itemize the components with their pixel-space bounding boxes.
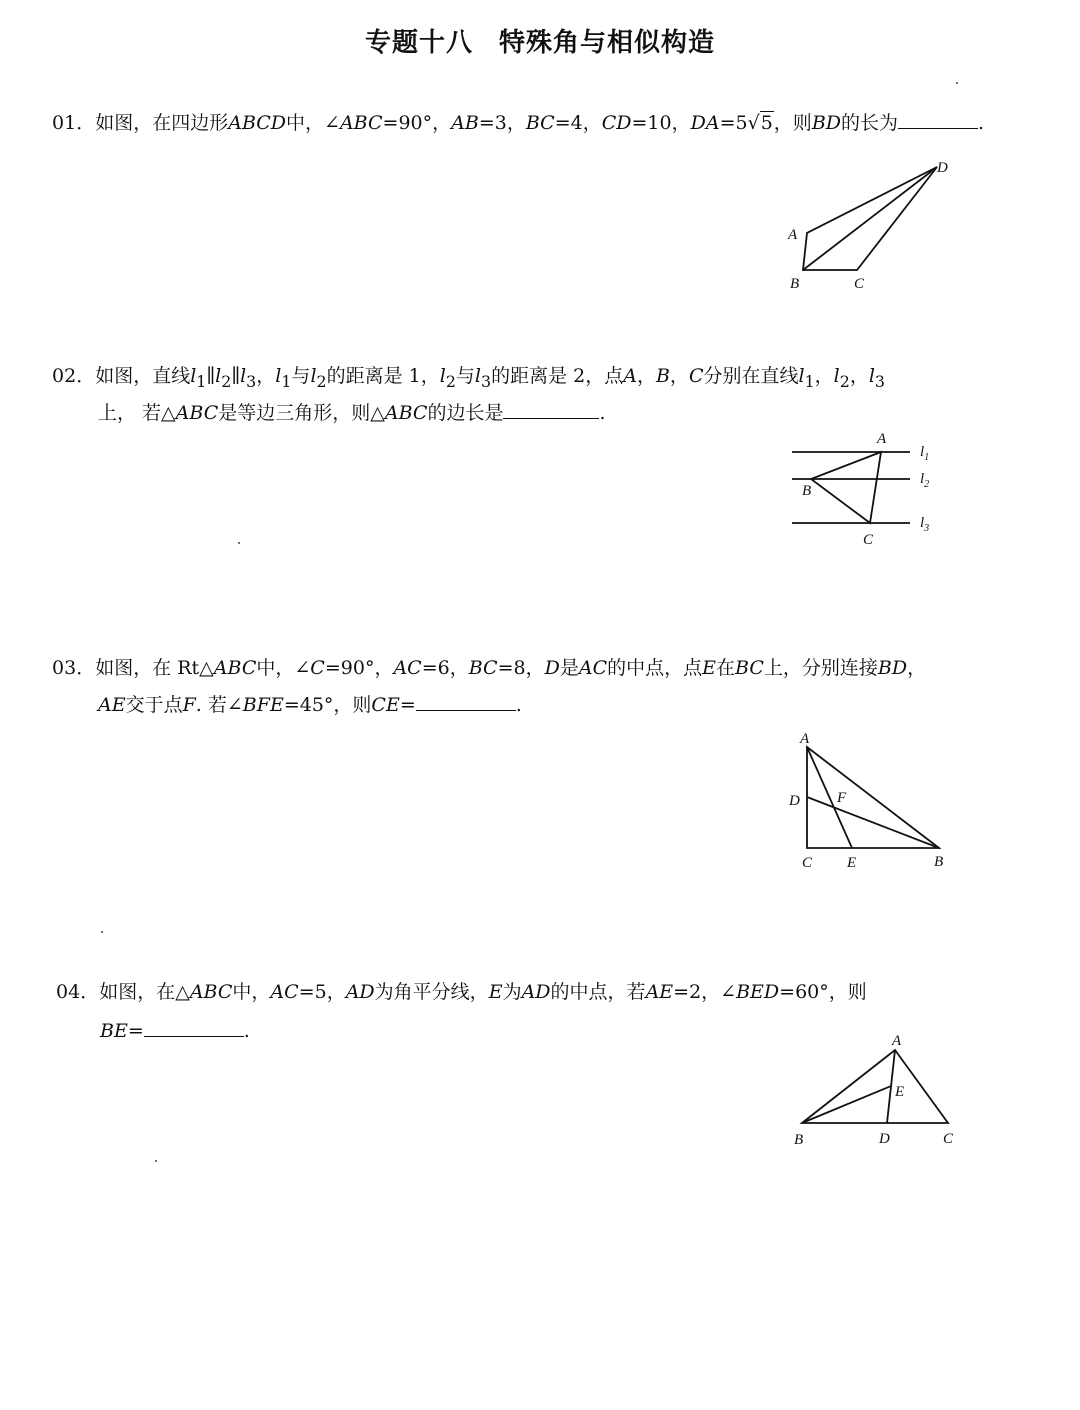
scan-speck: [956, 82, 958, 84]
question-number: 02: [52, 365, 77, 387]
label-b: B: [802, 483, 812, 499]
label-f: F: [837, 790, 847, 806]
label-d: D: [789, 793, 800, 809]
label-c: C: [943, 1131, 954, 1147]
question-03-text-line1: 03．如图，在 Rt△ABC中，∠C=90°，AC=6，BC=8，D是AC的中点，点E在BC上，分别连接BD，: [52, 657, 927, 679]
figure-quadrilateral: [780, 150, 960, 300]
question-number: 01: [52, 112, 77, 134]
label-c: C: [863, 532, 874, 548]
answer-blank: [144, 1018, 244, 1037]
question-03-text-line2: AE交于点F. 若∠BFE=45°，则CE= .: [98, 694, 522, 716]
question-04-text-line2: BE= .: [100, 1020, 250, 1042]
triangle-abc: [807, 747, 939, 848]
label-b: B: [934, 854, 944, 870]
figure-parallel-lines: [780, 425, 960, 555]
question-01-text: 01．如图，在四边形ABCD中，∠ABC=90°，AB=3，BC=4，CD=10，DA=5√5，则BD的长为 .: [52, 112, 985, 134]
label-c: C: [854, 276, 865, 292]
sqrt-five: √5: [747, 112, 773, 134]
label-e: E: [847, 855, 857, 871]
figure-angle-bisector: [780, 1025, 980, 1155]
answer-blank: [416, 692, 516, 711]
label-e: E: [895, 1084, 905, 1100]
triangle-abc: [802, 1050, 948, 1123]
scan-speck: [101, 931, 103, 933]
figure-right-triangle: [780, 725, 960, 880]
title-sub: 特殊角与相似构造: [499, 28, 716, 58]
page-title: [0, 22, 1080, 59]
label-l2: $l_2$: [920, 471, 930, 490]
question-number: 04: [56, 981, 81, 1003]
label-a: A: [892, 1033, 902, 1049]
question-02-text-line1: 02．如图，直线$l_1\parallel l_2\parallel l_3$，$l_1$与$l_2$的距离是 1，$l_2$与$l_3$的距离是 2，点A，B，C分别在直线$l_1$，$l_2$，$l_3$: [52, 365, 885, 391]
label-l3: $l_3$: [920, 515, 930, 534]
answer-blank: [503, 400, 599, 419]
label-l1: $l_1$: [920, 444, 930, 463]
label-a: A: [877, 431, 887, 447]
label-d: D: [879, 1131, 890, 1147]
scan-speck: [238, 542, 240, 544]
label-a: A: [800, 731, 810, 747]
question-02-text-line2: 上， 若△ABC是等边三角形，则△ABC的边长是 .: [98, 402, 606, 424]
title-main: 专题十八: [364, 28, 473, 58]
label-a: A: [788, 227, 798, 243]
answer-blank: [898, 110, 978, 129]
label-b: B: [790, 276, 800, 292]
segment-be: [802, 1086, 891, 1123]
scan-speck: [155, 1160, 157, 1162]
question-number: 03: [52, 657, 77, 679]
label-b: B: [794, 1132, 804, 1148]
label-d: D: [937, 160, 948, 176]
question-04-text-line1: 04．如图，在△ABC中，AC=5，AD为角平分线，E为AD的中点，若AE=2，∠BED=60°，则: [56, 981, 867, 1003]
segment-bd: [807, 797, 939, 848]
triangle-abc: [811, 452, 881, 523]
label-c: C: [802, 855, 813, 871]
